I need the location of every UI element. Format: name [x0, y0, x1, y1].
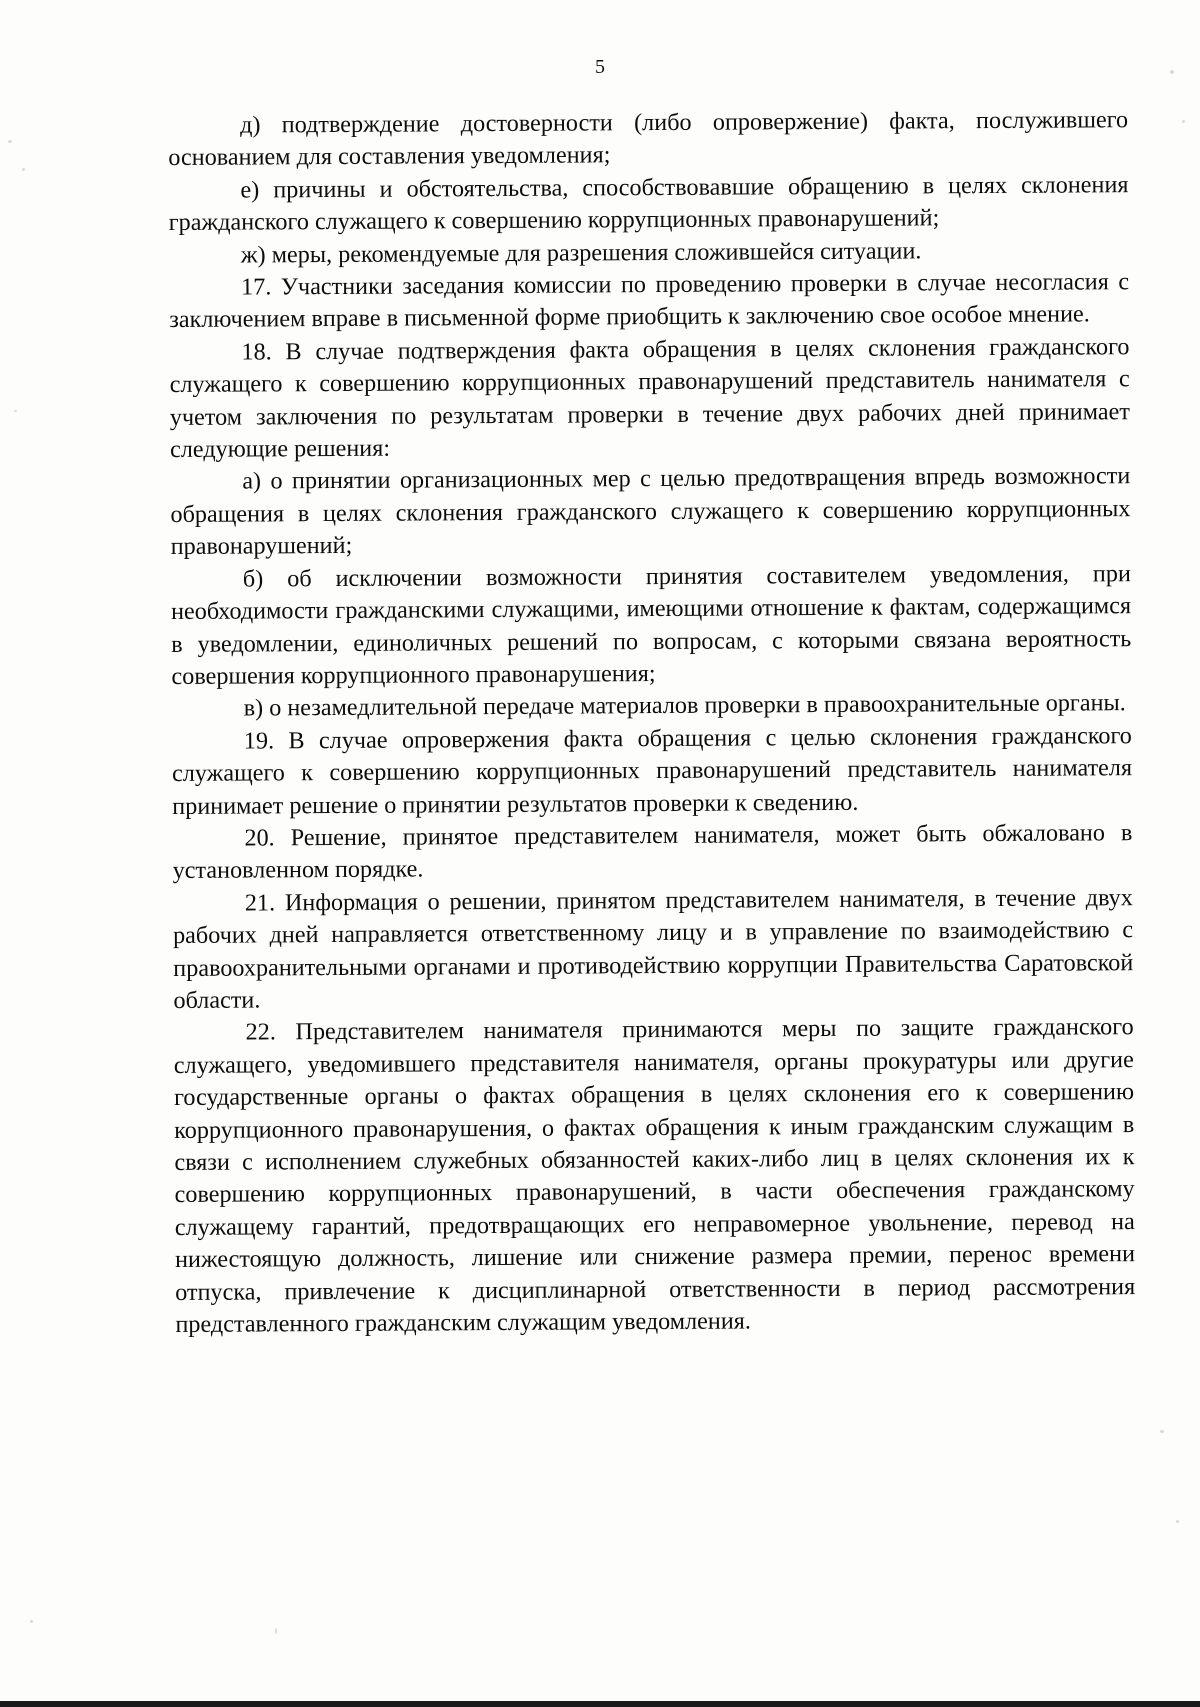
scan-noise: [8, 140, 12, 143]
paragraph-18: 18. В случае подтверждения факта обращения в целях склонения гражданского служащего к совершению коррупционных правонарушений представитель нанимателя с учетом заключения по результатам проверки в течение двух рабочих дней принимает следующие решения:: [169, 332, 1130, 464]
paragraph-19: 19. В случае опровержения факта обращения с целью склонения гражданского служащего к совершению коррупционных правонарушений представитель нанимателя принимает решение о принятии результатов проверки к сведению.: [171, 721, 1133, 820]
scan-noise: [1176, 1520, 1179, 1523]
paragraph-21: 21. Информация о решении, принятом представителем нанимателя, в течение двух рабочих дней направляется ответственному лицу и в управление по взаимодействию с правоохранительными органами и противодействию коррупции Правительства Саратовской области.: [172, 883, 1134, 1014]
paragraph-18-v: в) о незамедлительной передаче материалов проверки в правоохранительные органы.: [243, 689, 1126, 722]
scan-noise: [14, 410, 17, 412]
paragraph-20: 20. Решение, принятое представителем нанимателя, может быть обжаловано в установленном порядке.: [172, 819, 1133, 885]
paragraph-18-a: а) о принятии организационных мер с целью предотвращения впредь возможности обращения в целях склонения гражданского служащего к совершению коррупционных правонарушений;: [170, 462, 1131, 561]
paragraph-18-b: б) об исключении возможности принятия составителем уведомления, при необходимости гражданскими служащими, имеющими отношение к фактам, содержащимся в уведомлении, единоличных решений по вопросам, с которыми связана вероятность совершения коррупционного правонарушения;: [170, 559, 1132, 690]
paragraph-17: 17. Участники заседания комиссии по проведению проверки в случае несогласия с заключением вправе в письменной форме приобщить к заключению свое особое мнение.: [169, 268, 1130, 334]
scan-noise: [1182, 120, 1185, 123]
scan-noise: [275, 1628, 277, 1634]
paragraph-22: 22. Представителем нанимателя принимаются меры по защите гражданского служащего, уведомившего представителя нанимателя, органы прокуратуры или другие государственные органы о фактах обращения в целях склонения его к совершению коррупционного правонарушения, о фактах обращения к иным гражданским служащим в связи с исполнением служебных обязанностей каких-либо лиц в целях склонения их к совершению коррупционных правонарушений, в части обеспечения гражданскому служащему гарантий, предотвращающих его неправомерное увольнение, перевод на нижестоящую должность, лишение или снижение размера премии, перенос времени отпуска, привлечение к дисциплинарной ответственности в период рассмотрения представленного гражданским служащим уведомления.: [173, 1013, 1136, 1339]
paragraph-e: е) причины и обстоятельства, способствовавшие обращению в целях склонения гражданского служащего к совершению коррупционных правонарушений;: [168, 170, 1129, 237]
scan-noise: [1160, 1430, 1164, 1433]
paragraph-d: д) подтверждение достоверности (либо опровержение) факта, послужившего основанием для составления уведомления;: [168, 106, 1129, 172]
scan-noise: [30, 1620, 33, 1623]
document-body: [168, 104, 1136, 1341]
scan-bottom-edge: [0, 1701, 1200, 1707]
scan-noise: [22, 168, 25, 171]
paragraph-zh: ж) меры, рекомендуемые для разрешения сложившейся ситуации.: [240, 237, 922, 269]
page-number: 5: [595, 56, 605, 78]
